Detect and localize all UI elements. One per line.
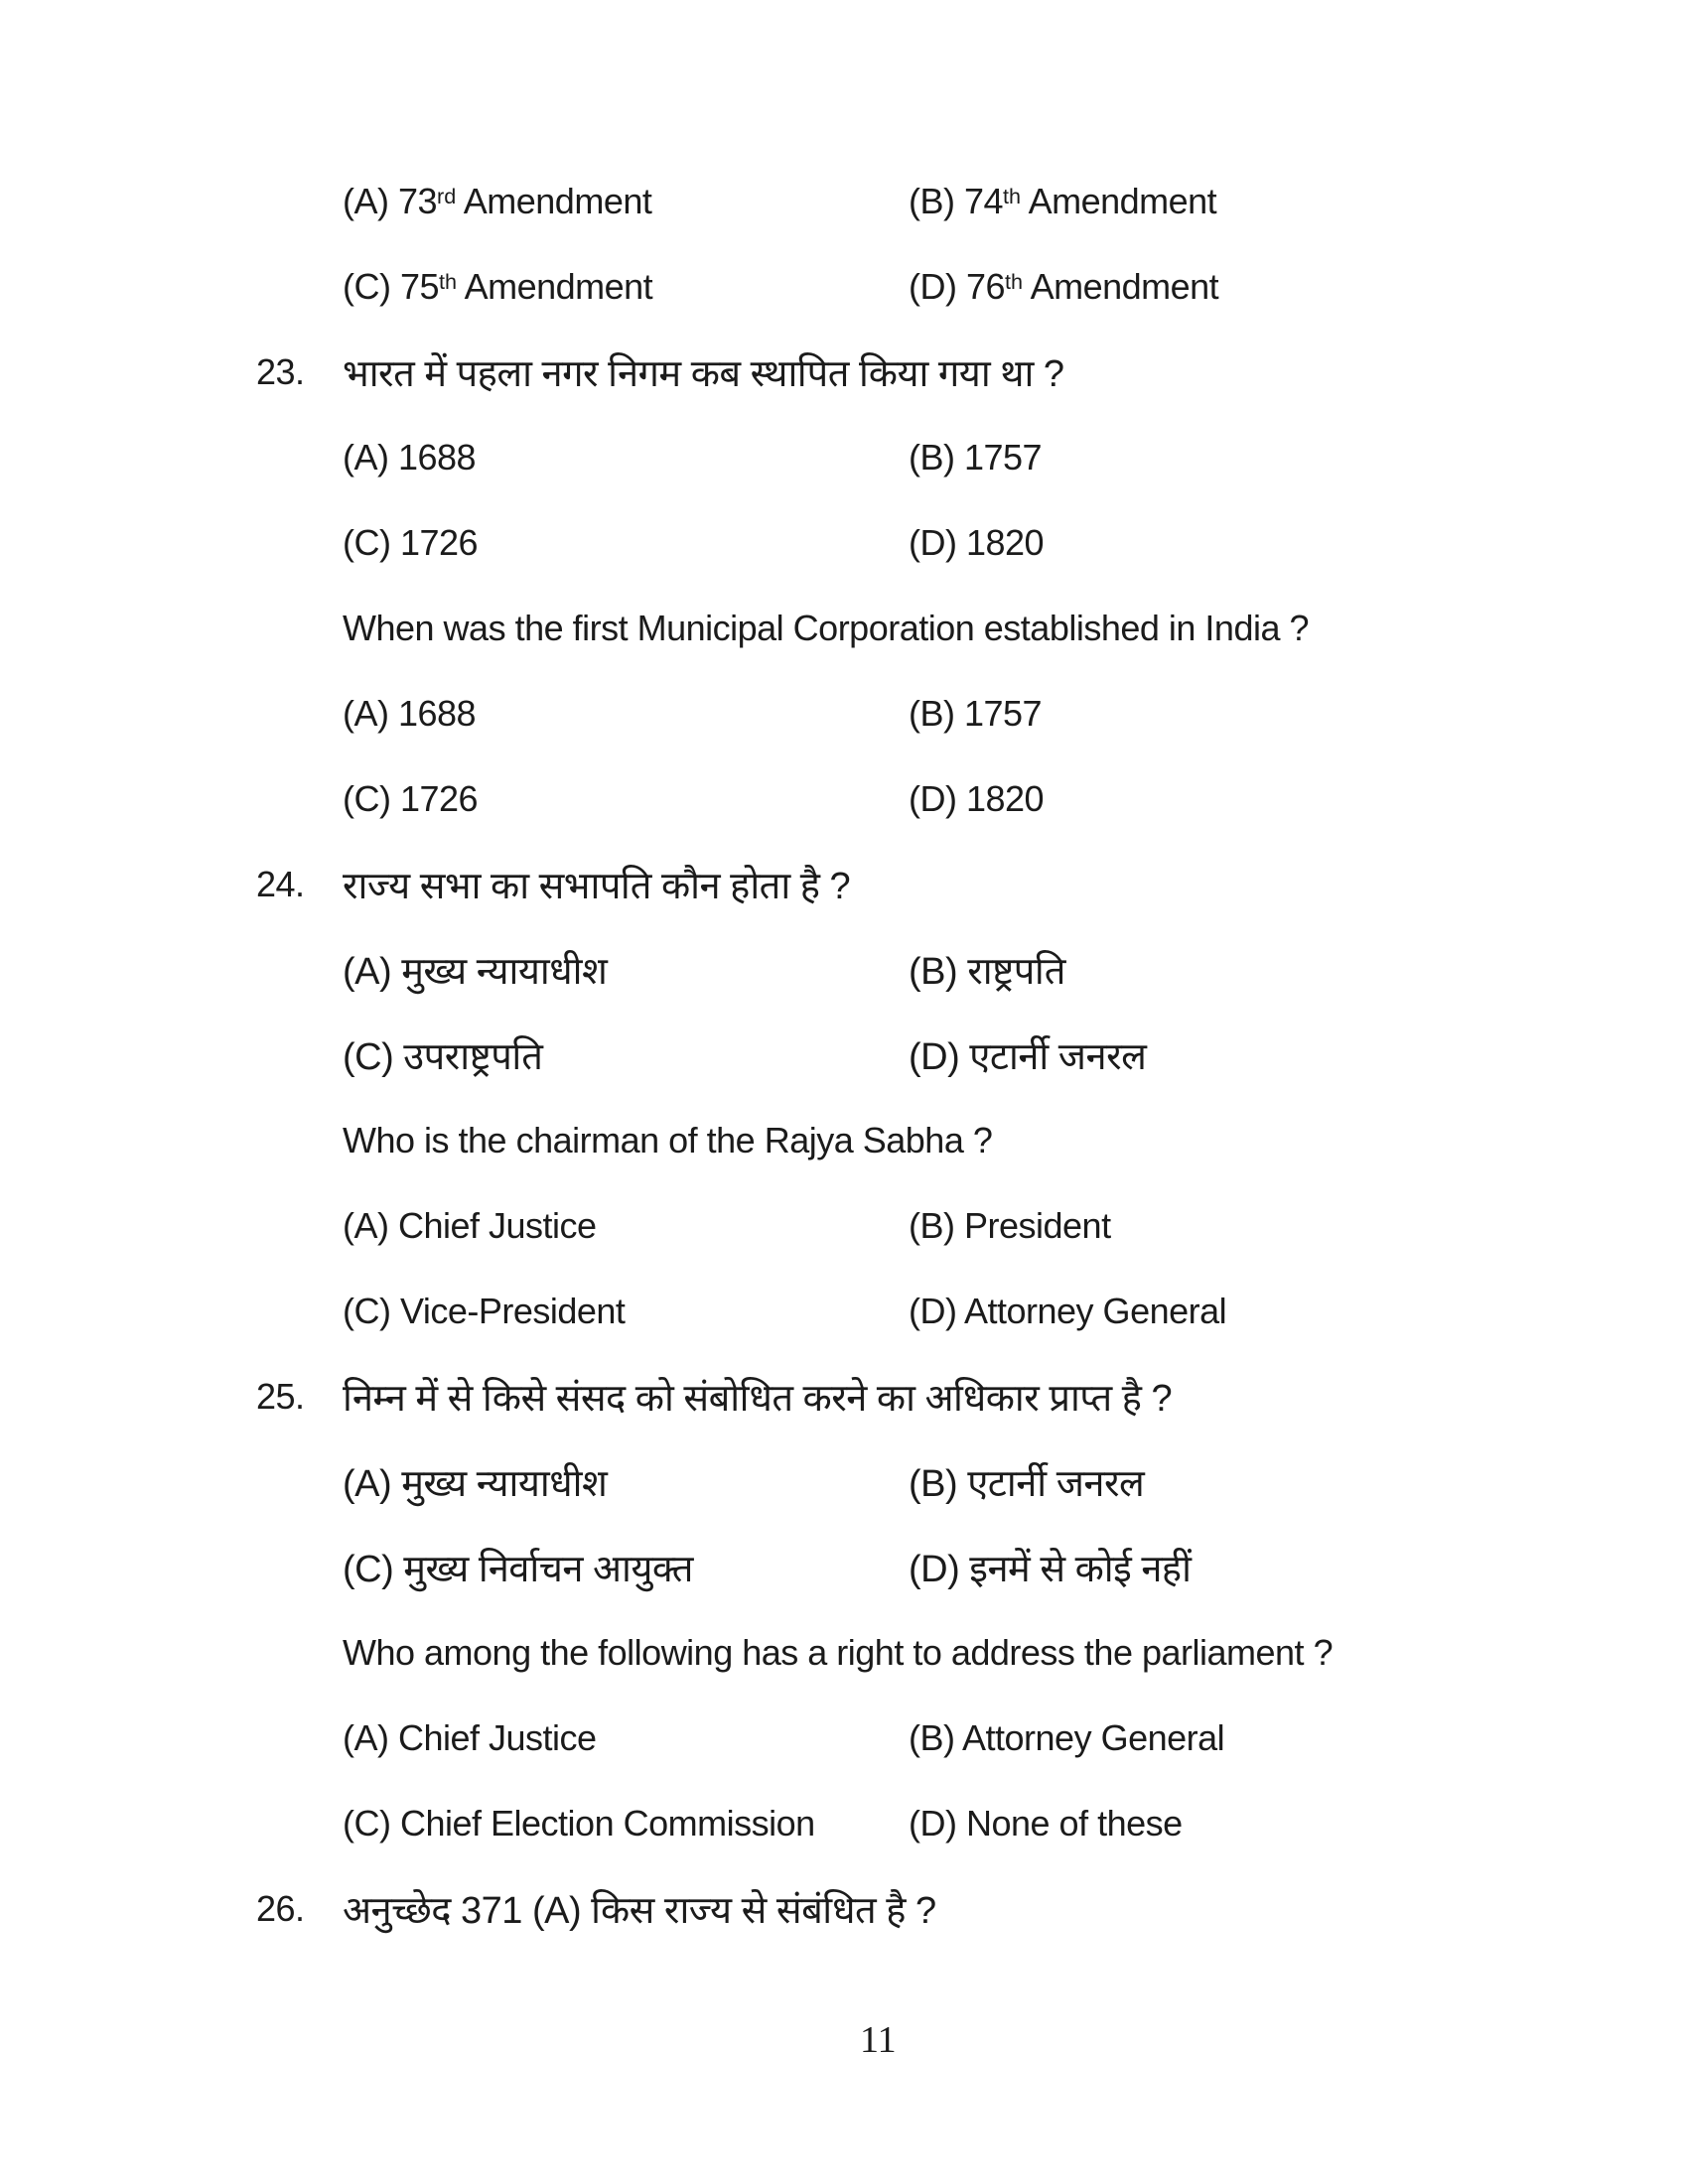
option-text: (C) 75 [343,266,440,307]
option-text: Amendment [1023,266,1219,307]
question-number: 23. [256,351,305,392]
page-number: 11 [860,2019,897,2061]
question-text-hindi: अनुच्छेद 371 (A) किस राज्य से संबंधित है ? [343,1890,936,1932]
options-row [0,756,1688,842]
english-question-row [0,1610,1688,1696]
option-d: (D) इनमें से कोई नहीं [909,1549,1192,1590]
ordinal-superscript: th [439,269,458,295]
option-b: (B) 1757 [909,437,1043,478]
question-row [0,330,1688,415]
option-b: (B) President [909,1205,1111,1246]
question-row [0,842,1688,927]
question-text-hindi: निम्न में से किसे संसद को संबोधित करने का अधिकार प्राप्त है ? [343,1378,1173,1420]
options-row [0,500,1688,586]
options-row [0,1013,1688,1098]
option-c: (C) Chief Election Commission [343,1803,815,1843]
option-b: (B) 1757 [909,693,1043,734]
option-d: (D) 1820 [909,522,1045,563]
question-number: 24. [256,864,305,904]
option-d: (D) Attorney General [909,1291,1227,1331]
question-text-english: When was the first Municipal Corporation established in India ? [343,608,1310,648]
option-a: (A) Chief Justice [343,1717,597,1758]
question-number: 25. [256,1376,305,1417]
options-row [0,1439,1688,1525]
options-row [0,1781,1688,1866]
options-row [0,671,1688,756]
option-a: (A) 1688 [343,437,477,478]
option-b: (B) राष्ट्रपति [909,951,1065,993]
question-text-hindi: राज्य सभा का सभापति कौन होता है ? [343,866,851,907]
ordinal-superscript: rd [437,184,457,209]
option-c [343,266,652,308]
option-b: (B) Attorney General [909,1717,1225,1758]
option-a: (A) 1688 [343,693,477,734]
option-d: (D) None of these [909,1803,1183,1843]
question-row [0,1866,1688,1952]
option-d: (D) 1820 [909,778,1045,819]
question-text-hindi: भारत में पहला नगर निगम कब स्थापित किया गया था ? [343,353,1064,395]
option-b: (B) एटार्नी जनरल [909,1463,1145,1505]
question-row [0,1354,1688,1439]
option-text: (B) 74 [909,181,1004,221]
ordinal-superscript: th [1005,269,1024,295]
option-c: (C) 1726 [343,522,479,563]
option-b [909,181,1216,222]
option-c: (C) मुख्य निर्वाचन आयुक्त [343,1549,693,1590]
english-question-row [0,1098,1688,1183]
options-row [0,244,1688,330]
options-row [0,1525,1688,1610]
english-question-row [0,586,1688,671]
option-d: (D) एटार्नी जनरल [909,1036,1147,1078]
option-c: (C) Vice-President [343,1291,626,1331]
options-row [0,927,1688,1013]
options-row [0,1696,1688,1781]
option-a: (A) मुख्य न्यायाधीश [343,951,608,993]
options-row [0,415,1688,500]
question-text-english: Who among the following has a right to address the parliament ? [343,1632,1334,1673]
option-c: (C) 1726 [343,778,479,819]
option-text: Amendment [457,266,653,307]
option-text: Amendment [456,181,652,221]
option-a: (A) मुख्य न्यायाधीश [343,1463,608,1505]
question-text-english: Who is the chairman of the Rajya Sabha ? [343,1120,993,1160]
option-c: (C) उपराष्ट्रपति [343,1036,543,1078]
option-text: (D) 76 [909,266,1006,307]
option-text: Amendment [1021,181,1217,221]
ordinal-superscript: th [1003,184,1022,209]
options-row [0,1269,1688,1354]
option-a: (A) Chief Justice [343,1205,597,1246]
question-number: 26. [256,1888,305,1929]
option-a [343,181,651,222]
option-text: (A) 73 [343,181,438,221]
options-row [0,1183,1688,1269]
option-d [909,266,1218,308]
options-row [0,159,1688,244]
